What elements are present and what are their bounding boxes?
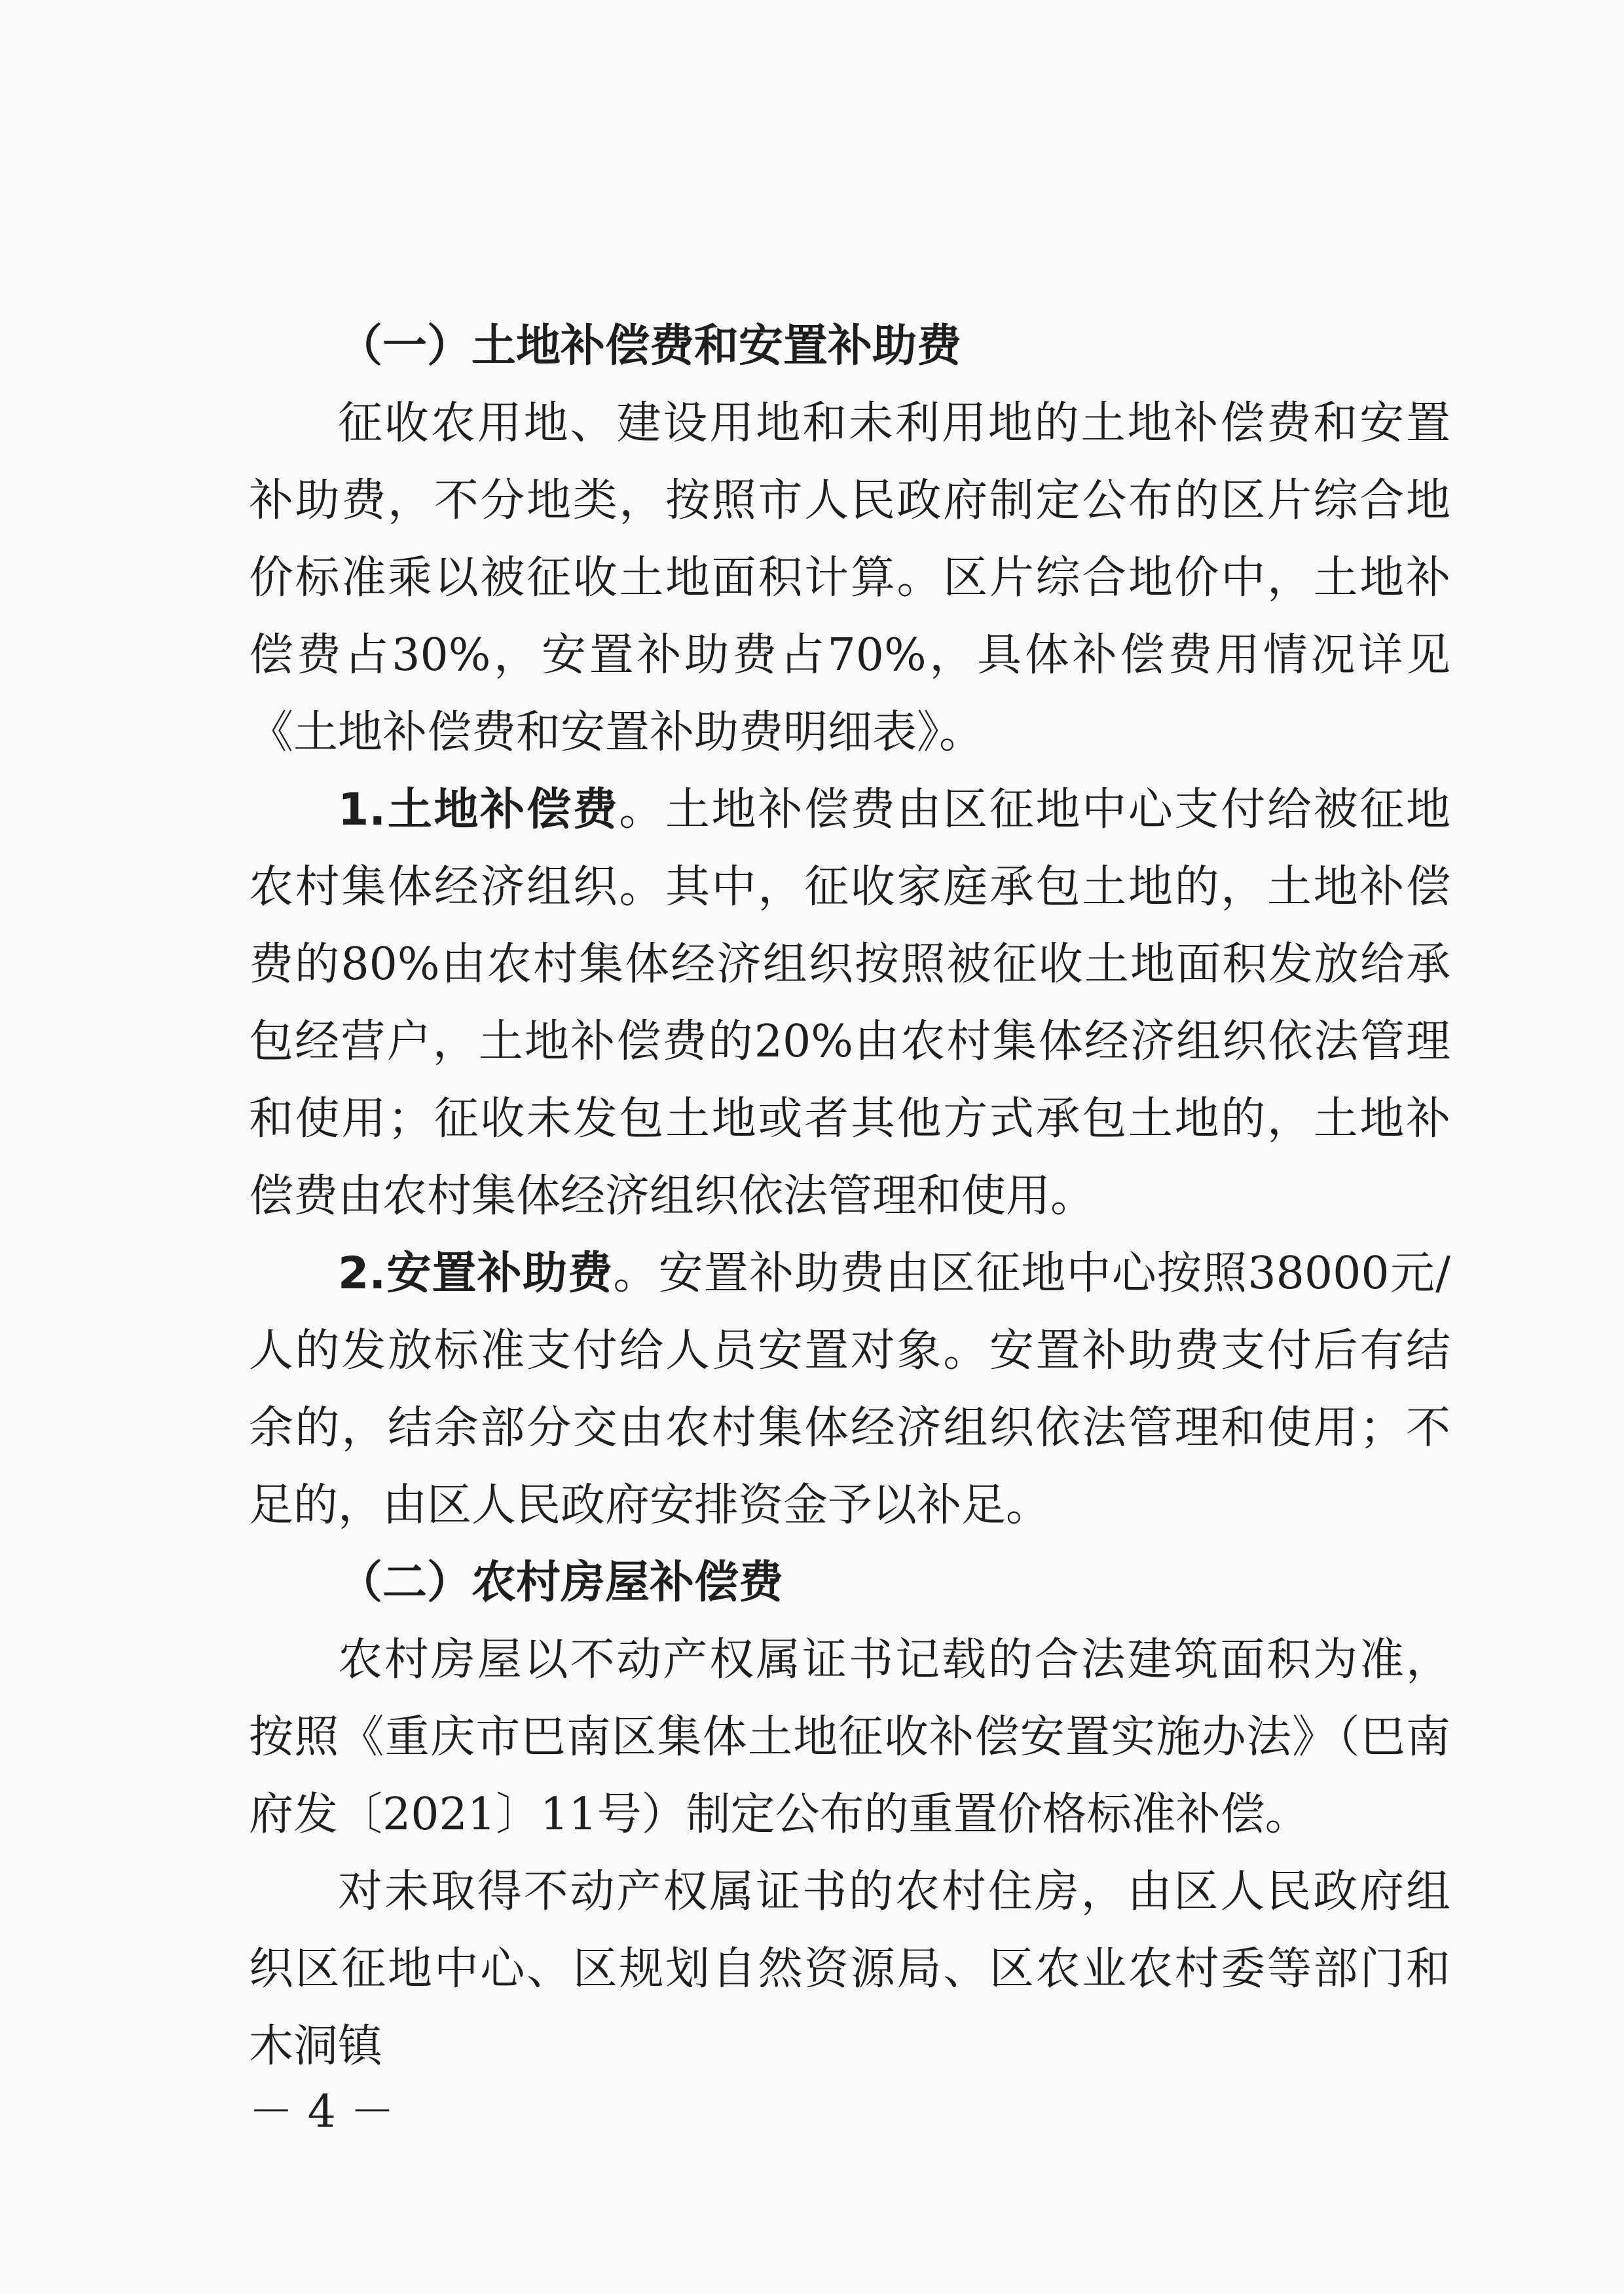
- item-2-body: 。安置补助费由区征地中心按照38000元/人的发放标准支付给人员安置对象。安置补助费支付后有结余的，结余部分交由农村集体经济组织依法管理和使用；不足的，由区人民政府安排资金予以补足。: [249, 1248, 1450, 1531]
- section-2-paragraph-2: 对未取得不动产权属证书的农村住房，由区人民政府组织区征地中心、区规划自然资源局、区农业农村委等部门和木洞镇: [249, 1866, 1450, 2072]
- section-2-heading: （二）农村房屋补偿费: [338, 1557, 784, 1609]
- item-2-paragraph: [249, 1235, 1450, 1544]
- item-2-title: 2.安置补助费: [338, 1248, 614, 1299]
- section-2-paragraph-1: 农村房屋以不动产权属证书记载的合法建筑面积为准，按照《重庆市巴南区集体土地征收补偿安置实施办法》（巴南府发〔2021〕11号）制定公布的重置价格标准补偿。: [249, 1634, 1450, 1840]
- document-body: [249, 308, 1450, 2085]
- item-1-paragraph: [249, 772, 1450, 1235]
- item-1-body: 。土地补偿费由区征地中心支付给被征地农村集体经济组织。其中，征收家庭承包土地的，土地补偿费的80%由农村集体经济组织按照被征收土地面积发放给承包经营户，土地补偿费的20%由农村集体经济组织依法管理和使用；征收未发包土地或者其他方式承包土地的，土地补偿费由农村集体经济组织依法管理和使用。: [249, 784, 1450, 1222]
- section-1-paragraph-1: 征收农用地、建设用地和未利用地的土地补偿费和安置补助费，不分地类，按照市人民政府制定公布的区片综合地价标准乘以被征收土地面积计算。区片综合地价中，土地补偿费占30%，安置补助费占70%，具体补偿费用情况详见《土地补偿费和安置补助费明细表》。: [249, 398, 1450, 758]
- item-1-title: 1.土地补偿费: [338, 784, 619, 836]
- section-1-heading: （一）土地补偿费和安置补助费: [338, 320, 962, 372]
- page-number: － 4 －: [249, 2086, 395, 2138]
